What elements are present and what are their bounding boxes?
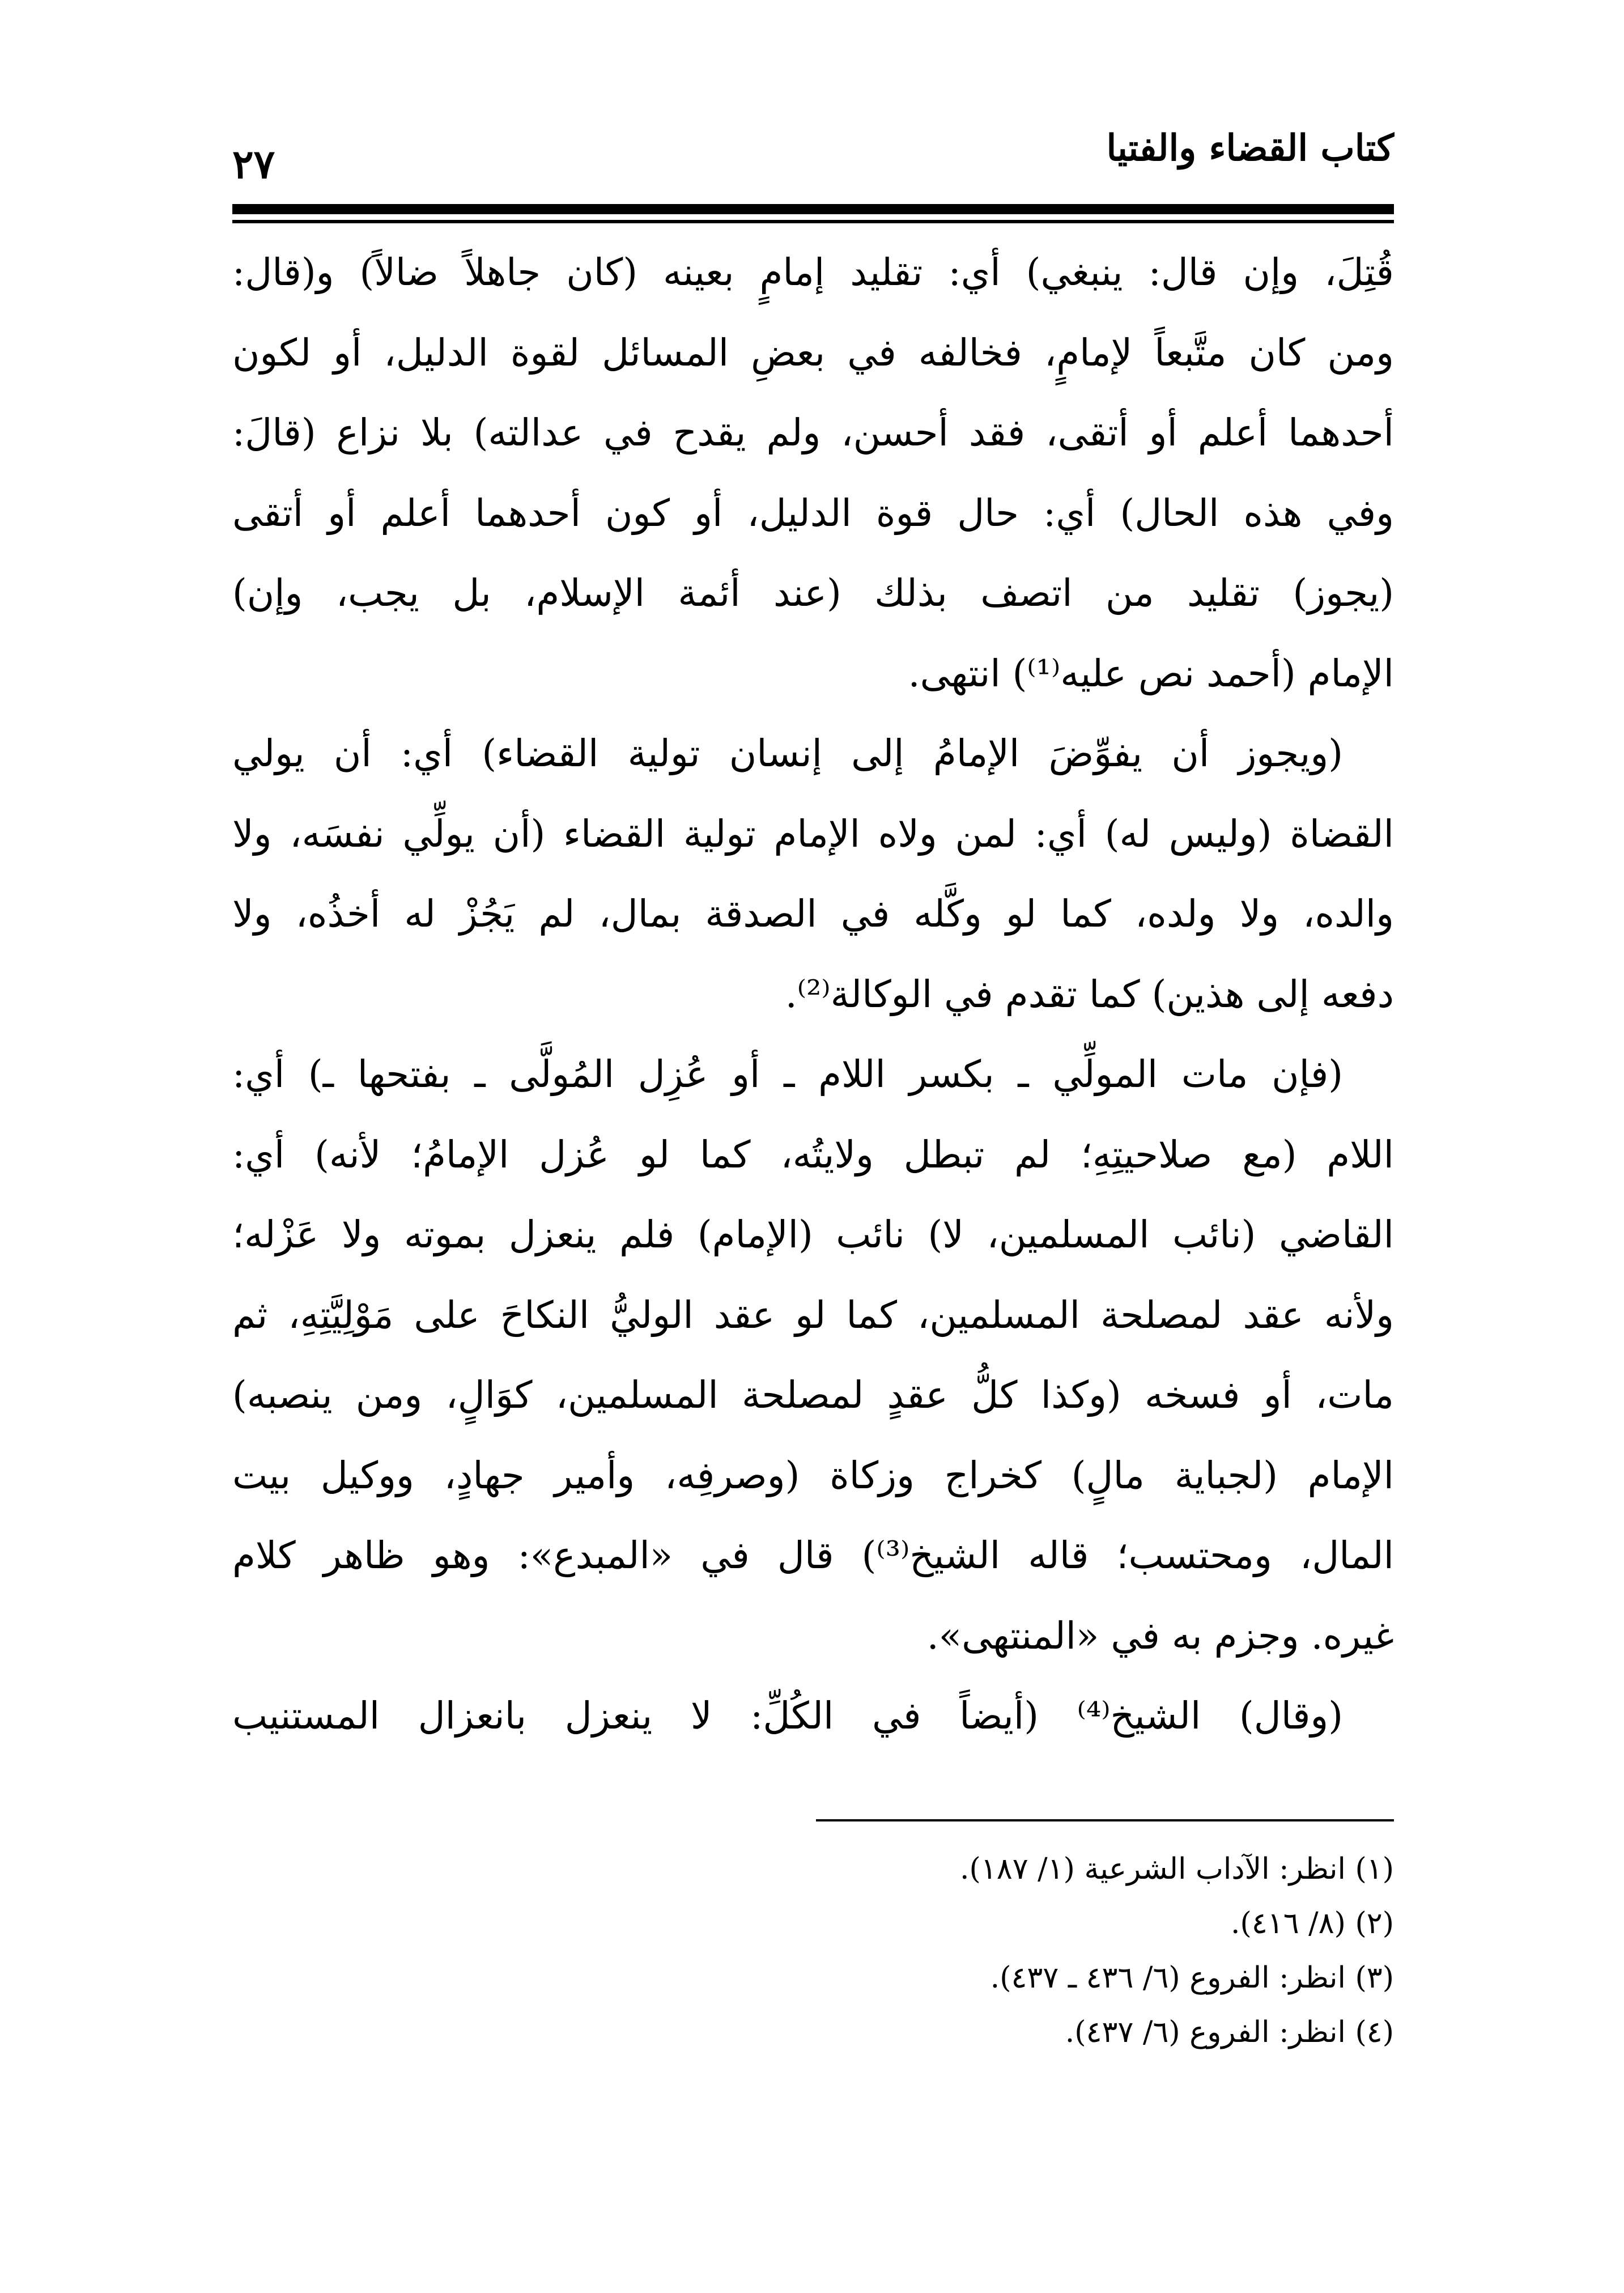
- running-title: كتاب القضاء والفتيا: [1106, 127, 1394, 169]
- text-line: والده، ولا ولده، كما لو وكَّله في الصدقة بمال، لم يَجُزْ له أخذُه، ولا: [232, 892, 1394, 936]
- page-number: ٢٧: [232, 141, 275, 188]
- footnote-1: (١) انظر: الآداب الشرعية (١/ ١٨٧).: [960, 1852, 1394, 1886]
- text-line: دفعه إلى هذين) كما تقدم في الوكالة⁽²⁾.: [785, 972, 1394, 1016]
- text-line: قُتِلَ، وإن قال: ينبغي) أي: تقليد إمامٍ بعينه (كان جاهلاً ضالاً) و(قال:: [232, 250, 1394, 294]
- text-line: اللام (مع صلاحيتِهِ؛ لم تبطل ولايتُه، كما لو عُزل الإمامُ؛ لأنه) أي:: [232, 1132, 1394, 1177]
- text-line: ومن كان متَّبعاً لإمامٍ، فخالفه في بعضِ المسائل لقوة الدليل، أو لكون: [232, 330, 1394, 375]
- text-line: غيره. وجزم به في «المنتهى».: [926, 1613, 1394, 1658]
- text-line: (يجوز) تقليد من اتصف بذلك (عند أئمة الإسلام، بل يجب، وإن): [232, 571, 1394, 615]
- footnote-3: (٣) انظر: الفروع (٦/ ٤٣٦ ـ ٤٣٧).: [990, 1961, 1394, 1995]
- text-line: المال، ومحتسب؛ قاله الشيخ⁽³⁾) قال في «المبدع»: وهو ظاهر كلام: [232, 1534, 1394, 1577]
- header-rule-thin: [232, 220, 1394, 223]
- text-line: (فإن مات المولِّي ـ بكسر اللام ـ أو عُزِل المُولَّى ـ بفتحها ـ) أي:: [232, 1052, 1344, 1096]
- text-line: (وقال) الشيخ⁽⁴⁾ (أيضاً في الكُلِّ: لا ينعزل بانعزال المستنيب: [232, 1694, 1344, 1738]
- text-line: القاضي (نائب المسلمين، لا) نائب (الإمام) فلم ينعزل بموته ولا عَزْله؛: [232, 1213, 1394, 1256]
- footnotes: [232, 1842, 1394, 2060]
- paragraph-2: [232, 714, 1394, 1034]
- main-text: [232, 232, 1394, 1756]
- paragraph-1: [232, 232, 1394, 714]
- text-line: وفي هذه الحال) أي: حال قوة الدليل، أو كون أحدهما أعلم أو أتقى: [232, 491, 1394, 535]
- page-header: [232, 113, 1394, 204]
- text-line: الإمام (لجباية مالٍ) كخراج وزكاة (وصرفِه، وأمير جهادٍ، ووكيل بيت: [232, 1453, 1394, 1497]
- text-line: الإمام (أحمد نص عليه⁽¹⁾) انتهى.: [908, 651, 1394, 695]
- header-rule-thick: [232, 204, 1394, 214]
- text-line: ولأنه عقد لمصلحة المسلمين، كما لو عقد الوليُّ النكاحَ على مَوْلِيَّتِهِ، ثم: [232, 1293, 1394, 1337]
- text-line: مات، أو فسخه (وكذا كلُّ عقدٍ لمصلحة المسلمين، كوَالٍ، ومن ينصبه): [232, 1373, 1394, 1417]
- paragraph-4: [232, 1676, 1394, 1756]
- text-line: القضاة (وليس له) أي: لمن ولاه الإمام تولية القضاء (أن يولِّي نفسَه، ولا: [232, 812, 1394, 856]
- footnote-4: (٤) انظر: الفروع (٦/ ٤٣٧).: [1065, 2015, 1394, 2049]
- footnote-2: (٢) (٨/ ٤١٦).: [1231, 1906, 1394, 1940]
- text-line: (ويجوز أن يفوِّضَ الإمامُ إلى إنسان تولية القضاء) أي: أن يولي: [232, 732, 1343, 775]
- footnote-separator: [816, 1819, 1394, 1821]
- text-line: أحدهما أعلم أو أتقى، فقد أحسن، ولم يقدح في عدالته) بلا نزاع (قالَ:: [232, 411, 1394, 455]
- paragraph-3: [232, 1034, 1394, 1676]
